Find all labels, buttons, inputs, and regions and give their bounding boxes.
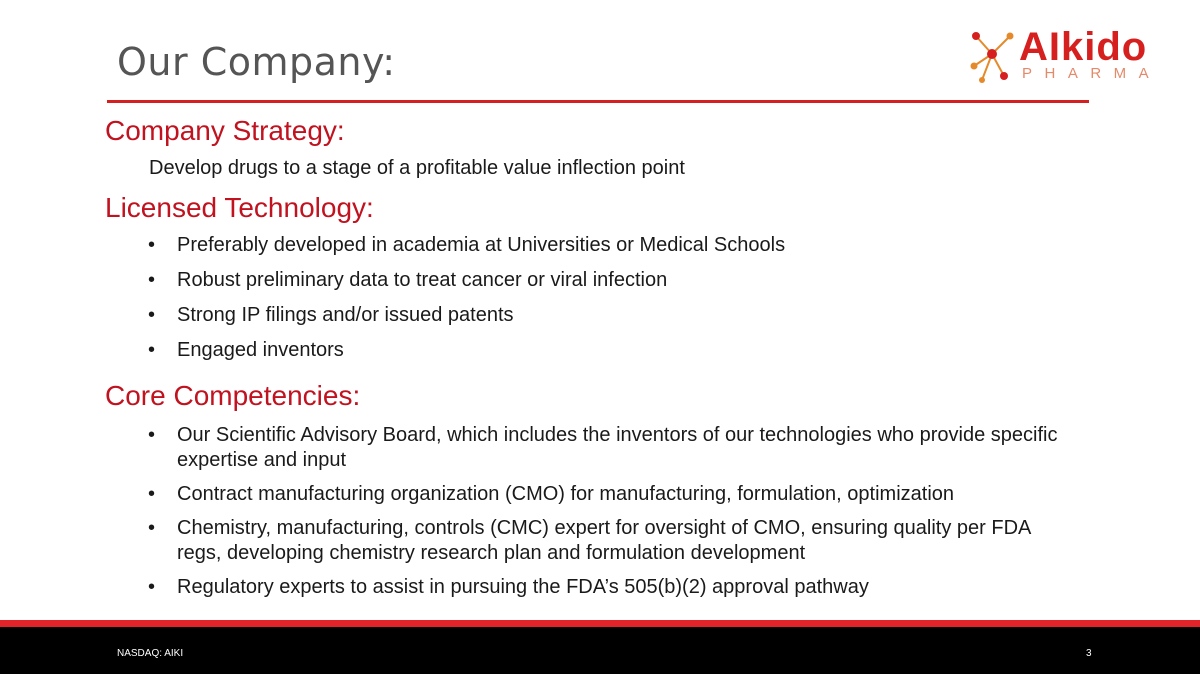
list-item-text: Contract manufacturing organization (CMO) for manufacturing, formulation, optimization — [177, 483, 955, 505]
list-item-text: Engaged inventors — [177, 339, 344, 361]
list-item — [148, 303, 785, 328]
list-item — [148, 268, 785, 293]
list-item-text: Our Scientific Advisory Board, which includes the inventors of our technologies who provide specific expertise and input — [177, 424, 1058, 471]
company-logo — [968, 26, 1173, 86]
list-item-text: Chemistry, manufacturing, controls (CMC) expert for oversight of CMO, ensuring quality per FDA regs, developing chemistry research plan and formulation development — [177, 517, 1031, 564]
bullet-icon: • — [148, 269, 156, 291]
list-item — [148, 338, 785, 363]
list-item-text: Robust preliminary data to treat cancer or viral infection — [177, 269, 668, 291]
bullet-icon: • — [148, 339, 156, 361]
strategy-text: Develop drugs to a stage of a profitable value inflection point — [149, 157, 685, 179]
bullet-icon: • — [148, 234, 156, 256]
bullet-icon: • — [148, 576, 156, 598]
competencies-list — [148, 423, 1068, 600]
list-item — [148, 423, 1068, 473]
page-title: Our Company: — [117, 40, 396, 84]
competencies-heading: Core Competencies: — [105, 380, 361, 411]
list-item — [148, 575, 1068, 600]
list-item-text: Regulatory experts to assist in pursuing the FDA’s 505(b)(2) approval pathway — [177, 576, 869, 598]
logo-subtitle: PHARMA — [1022, 65, 1162, 82]
bullet-icon: • — [148, 483, 156, 505]
page-number: 3 — [1086, 648, 1092, 659]
bullet-icon: • — [148, 517, 156, 539]
technology-list — [148, 233, 785, 363]
title-divider — [107, 100, 1089, 103]
list-item-text: Preferably developed in academia at Universities or Medical Schools — [177, 234, 786, 256]
logo-wordmark: AIkido — [1019, 25, 1148, 69]
technology-heading: Licensed Technology: — [105, 192, 374, 223]
footer-accent-stripe — [0, 620, 1200, 627]
bullet-icon: • — [148, 424, 156, 446]
list-item — [148, 233, 785, 258]
list-item-text: Strong IP filings and/or issued patents — [177, 304, 514, 326]
molecule-icon — [968, 26, 1020, 84]
bullet-icon: • — [148, 304, 156, 326]
strategy-heading: Company Strategy: — [105, 115, 345, 146]
list-item — [148, 482, 1068, 507]
footer-ticker: NASDAQ: AIKI — [117, 648, 184, 659]
list-item — [148, 516, 1068, 566]
